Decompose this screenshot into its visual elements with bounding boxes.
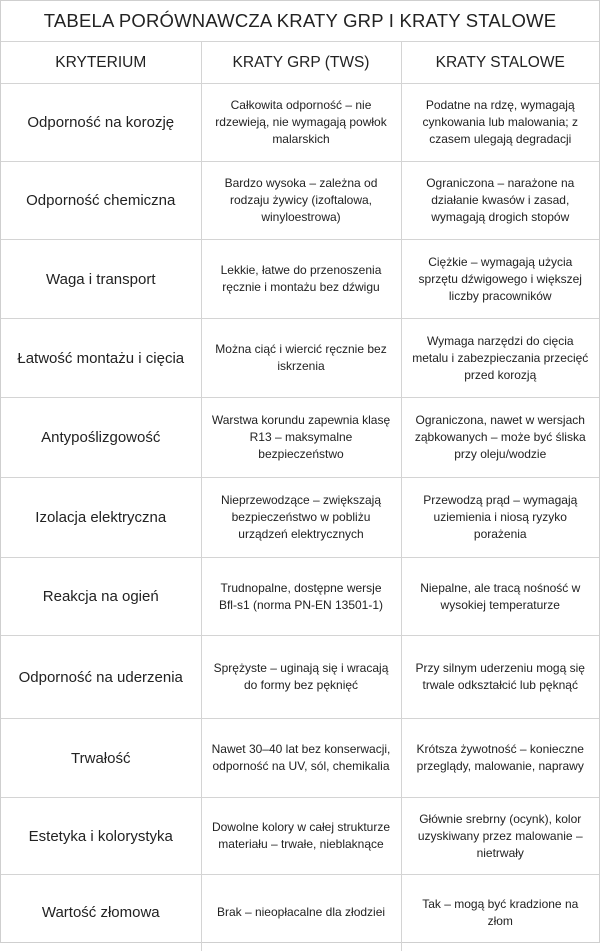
table-row — [1, 84, 599, 162]
steel-cell: Głównie srebrny (ocynk), kolor uzyskiwany przez malowanie – nietrwały — [401, 798, 599, 875]
table-header — [1, 42, 599, 84]
page-title: TABELA PORÓWNAWCZA KRATY GRP I KRATY STALOWE — [1, 1, 599, 42]
grp-cell: Brak – nieopłacalne dla złodziei — [201, 875, 401, 951]
steel-cell: Podatne na rdzę, wymagają cynkowania lub malowania; z czasem ulegają degradacji — [401, 84, 599, 162]
table-row — [1, 240, 599, 319]
table-row — [1, 319, 599, 398]
grp-cell: Warstwa korundu zapewnia klasę R13 – maksymalne bezpieczeństwo — [201, 398, 401, 478]
criterion-cell: Wartość złomowa — [1, 875, 201, 951]
grp-cell: Można ciąć i wiercić ręcznie bez iskrzenia — [201, 319, 401, 398]
criterion-cell: Izolacja elektryczna — [1, 478, 201, 558]
table-body — [1, 84, 599, 951]
steel-cell: Tak – mogą być kradzione na złom — [422, 896, 579, 928]
criterion-cell: Antypoślizgowość — [1, 398, 201, 478]
steel-cell: Ograniczona, nawet w wersjach ząbkowanych – może być śliska przy oleju/wodzie — [401, 398, 599, 478]
table-row — [1, 875, 599, 951]
grp-cell: Nawet 30–40 lat bez konserwacji, odporność na UV, sól, chemikalia — [201, 719, 401, 798]
table-row — [1, 798, 599, 875]
column-header-steel: KRATY STALOWE — [401, 42, 599, 84]
criterion-cell: Odporność na korozję — [1, 84, 201, 162]
criterion-cell: Reakcja na ogień — [1, 558, 201, 636]
steel-cell: Wymaga narzędzi do cięcia metalu i zabezpieczania przecięć przed korozją — [401, 319, 599, 398]
criterion-cell: Trwałość — [1, 719, 201, 798]
criterion-cell: Odporność chemiczna — [1, 162, 201, 240]
column-header-criterion: KRYTERIUM — [1, 42, 201, 84]
table-row — [1, 636, 599, 719]
table-row — [1, 478, 599, 558]
header-row — [1, 42, 599, 84]
grp-cell: Nieprzewodzące – zwiększają bezpieczeństwo w pobliżu urządzeń elektrycznych — [201, 478, 401, 558]
grp-cell: Sprężyste – uginają się i wracają do formy bez pęknięć — [201, 636, 401, 719]
column-header-grp: KRATY GRP (TWS) — [201, 42, 401, 84]
comparison-table — [1, 42, 599, 951]
steel-cell: Niepalne, ale tracą nośność w wysokiej temperaturze — [401, 558, 599, 636]
steel-cell: Ciężkie – wymagają użycia sprzętu dźwigowego i większej liczby pracowników — [401, 240, 599, 319]
table-row — [1, 398, 599, 478]
criterion-cell: Odporność na uderzenia — [1, 636, 201, 719]
grp-cell: Dowolne kolory w całej strukturze materiału – trwałe, nieblaknące — [201, 798, 401, 875]
steel-cell: Krótsza żywotność – konieczne przeglądy, malowanie, naprawy — [401, 719, 599, 798]
steel-cell: Przewodzą prąd – wymagają uziemienia i niosą ryzyko porażenia — [401, 478, 599, 558]
criterion-cell: Łatwość montażu i cięcia — [1, 319, 201, 398]
table-row — [1, 719, 599, 798]
criterion-cell: Waga i transport — [1, 240, 201, 319]
steel-cell: Przy silnym uderzeniu mogą się trwale odkształcić lub pęknąć — [401, 636, 599, 719]
table-row — [1, 162, 599, 240]
criterion-cell: Estetyka i kolorystyka — [1, 798, 201, 875]
grp-cell: Lekkie, łatwe do przenoszenia ręcznie i montażu bez dźwigu — [201, 240, 401, 319]
grp-cell: Trudnopalne, dostępne wersje Bfl-s1 (norma PN-EN 13501-1) — [201, 558, 401, 636]
table-row — [1, 558, 599, 636]
grp-cell: Całkowita odporność – nie rdzewieją, nie wymagają powłok malarskich — [201, 84, 401, 162]
steel-cell: Ograniczona – narażone na działanie kwasów i zasad, wymagają drogich stopów — [401, 162, 599, 240]
grp-cell: Bardzo wysoka – zależna od rodzaju żywicy (izoftalowa, winyloestrowa) — [201, 162, 401, 240]
